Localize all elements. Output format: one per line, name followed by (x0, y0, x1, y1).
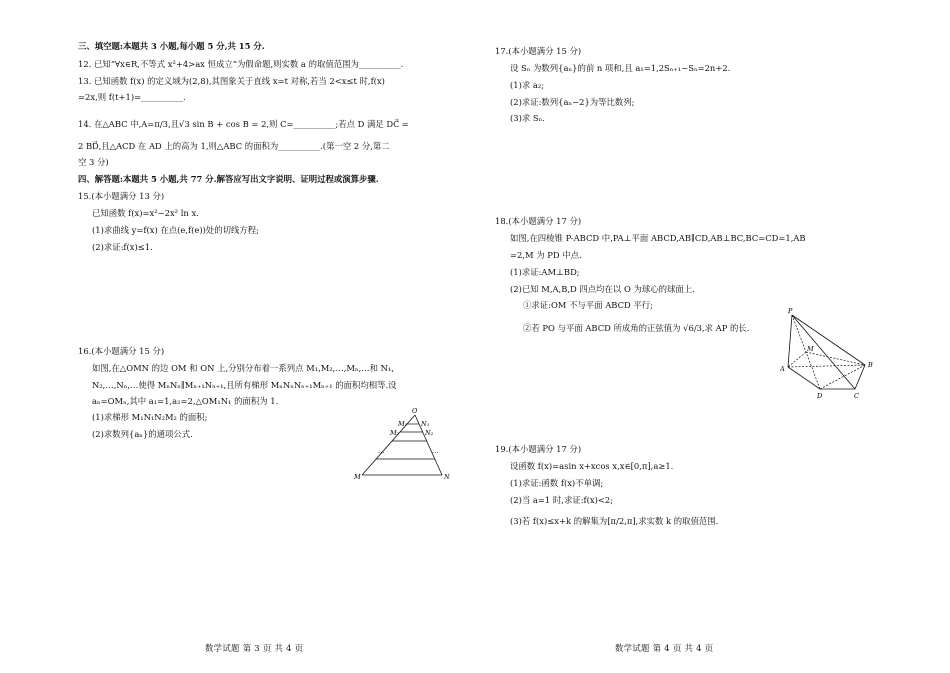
question-17-line3: (2)求证:数列{aₙ−2}为等比数列; (510, 97, 635, 107)
question-16-line4: (1)求梯形 M₁N₁N₂M₂ 的面积; (92, 412, 208, 422)
question-19-line2: (1)求证:函数 f(x)不单调; (510, 478, 604, 488)
question-15-line1: 已知函数 f(x)=x²−2x² ln x. (92, 208, 199, 218)
label-dots-right: … (432, 447, 439, 455)
label-C: C (854, 392, 859, 400)
section3-header: 三、填空题:本题共 3 小题,每小题 5 分,共 15 分. (78, 41, 265, 51)
question-15-title: 15.(本小题满分 13 分) (78, 191, 165, 201)
question-16-line5: (2)求数列{aₙ}的通项公式. (92, 429, 193, 439)
label-A: A (780, 365, 785, 373)
question-15-line2: (1)求曲线 y=f(x) 在点(e,f(e))处的切线方程; (92, 225, 259, 235)
question-18-line5: ①求证:OM 不与平面 ABCD 平行; (523, 300, 653, 310)
pyramid-figure (780, 305, 890, 405)
label-P: P (788, 307, 793, 315)
question-19-line4: (3)若 f(x)≤x+k 的解集为[π/2,π],求实数 k 的取值范围. (510, 516, 719, 526)
edge-MA (788, 352, 806, 367)
question-12: 12. 已知“∀x∈R,不等式 x²+4>ax 恒成立”为假命题,则实数 a 的取值范围为__________. (78, 59, 404, 69)
question-14-line2: 2 BD⃗,且△ACD 在 AD 上的高为 1,则△ABC 的面积为__________.(第一空 2 分,第二 (78, 141, 390, 151)
label-O: O (412, 407, 418, 415)
question-14-line3: 空 3 分) (78, 157, 109, 167)
label-N1: N₁ (421, 420, 430, 428)
label-dots-left: … (378, 447, 385, 455)
label-M1: M₁ (398, 420, 408, 428)
label-B: B (868, 361, 873, 369)
question-18-line4: (2)已知 M,A,B,D 四点均在以 O 为球心的球面上. (510, 284, 695, 294)
question-17-line4: (3)求 Sₙ. (510, 113, 545, 123)
page-4-footer: 数学试题 第 4 页 共 4 页 (615, 643, 714, 653)
question-16-title: 16.(本小题满分 15 分) (78, 346, 165, 356)
question-16-line3: aₙ=OMₙ,其中 a₁=1,a₂=2,△OM₁N₁ 的面积为 1. (92, 396, 279, 406)
question-18-line6: ②若 PO 与平面 ABCD 所成角的正弦值为 √6/3,求 AP 的长. (523, 323, 750, 333)
page-3-footer: 数学试题 第 3 页 共 4 页 (205, 643, 304, 653)
exam-page-3 (0, 0, 470, 673)
label-N2: N₂ (425, 429, 434, 437)
exam-page-4 (475, 0, 950, 673)
question-13-line1: 13. 已知函数 f(x) 的定义域为(2,8),其图象关于直线 x=t 对称,若当 2<x≤t 时,f(x) (78, 76, 385, 86)
edge-AB (788, 365, 865, 367)
question-17-line1: 设 Sₙ 为数列{aₙ}的前 n 项和,且 a₁=1,2Sₙ₊₁−Sₙ=2n+2. (510, 63, 731, 73)
label-M2: M₂ (390, 429, 400, 437)
question-13-line2: =2x,则 f(t+1)=__________. (78, 92, 186, 102)
question-16-line2: N₂,…,Nₙ,…使得 MₙNₙ∥Mₙ₊₁Nₙ₊₁,且所有梯形 MₙNₙNₙ₊₁Mₙ₊₁ 的面积均相等.设 (92, 380, 397, 390)
question-19-line1: 设函数 f(x)=asin x+xcos x,x∈[0,π],a≥1. (510, 461, 674, 471)
edge-AD (788, 367, 820, 389)
question-18-title: 18.(本小题满分 17 分) (495, 216, 582, 226)
question-18-line3: (1)求证:AM⊥BD; (510, 267, 580, 277)
question-17-title: 17.(本小题满分 15 分) (495, 46, 582, 56)
label-M: M (354, 473, 361, 481)
label-N: N (444, 473, 450, 481)
edge-CB (855, 365, 865, 389)
section4-header: 四、解答题:本题共 5 小题,共 77 分.解答应写出文字说明、证明过程或演算步骤. (78, 174, 379, 184)
question-19-title: 19.(本小题满分 17 分) (495, 444, 582, 454)
question-19-line3: (2)当 a=1 时,求证:f(x)<2; (510, 495, 614, 505)
question-18-line2: =2,M 为 PD 中点. (510, 250, 582, 260)
edge-PA (788, 315, 792, 367)
question-14-line1: 14. 在△ABC 中,A=π/3,且√3 sin B + cos B = 2,则 C=__________;若点 D 满足 DC⃗ = (78, 119, 409, 129)
trapezoid-triangle-figure (350, 405, 460, 485)
label-D: D (817, 392, 823, 400)
question-17-line2: (1)求 a₂; (510, 80, 545, 90)
question-15-line3: (2)求证:f(x)≤1. (92, 242, 153, 252)
question-16-line1: 如图,在△OMN 的边 OM 和 ON 上,分别分布着一系列点 M₁,M₂,…,Mₙ,…和 N₁, (92, 363, 394, 373)
label-M: M (807, 345, 814, 353)
edge-DB (820, 365, 865, 389)
question-18-line1: 如图,在四棱锥 P-ABCD 中,PA⊥平面 ABCD,AB∥CD,AB⊥BC,BC=CD=1,AB (510, 233, 806, 243)
